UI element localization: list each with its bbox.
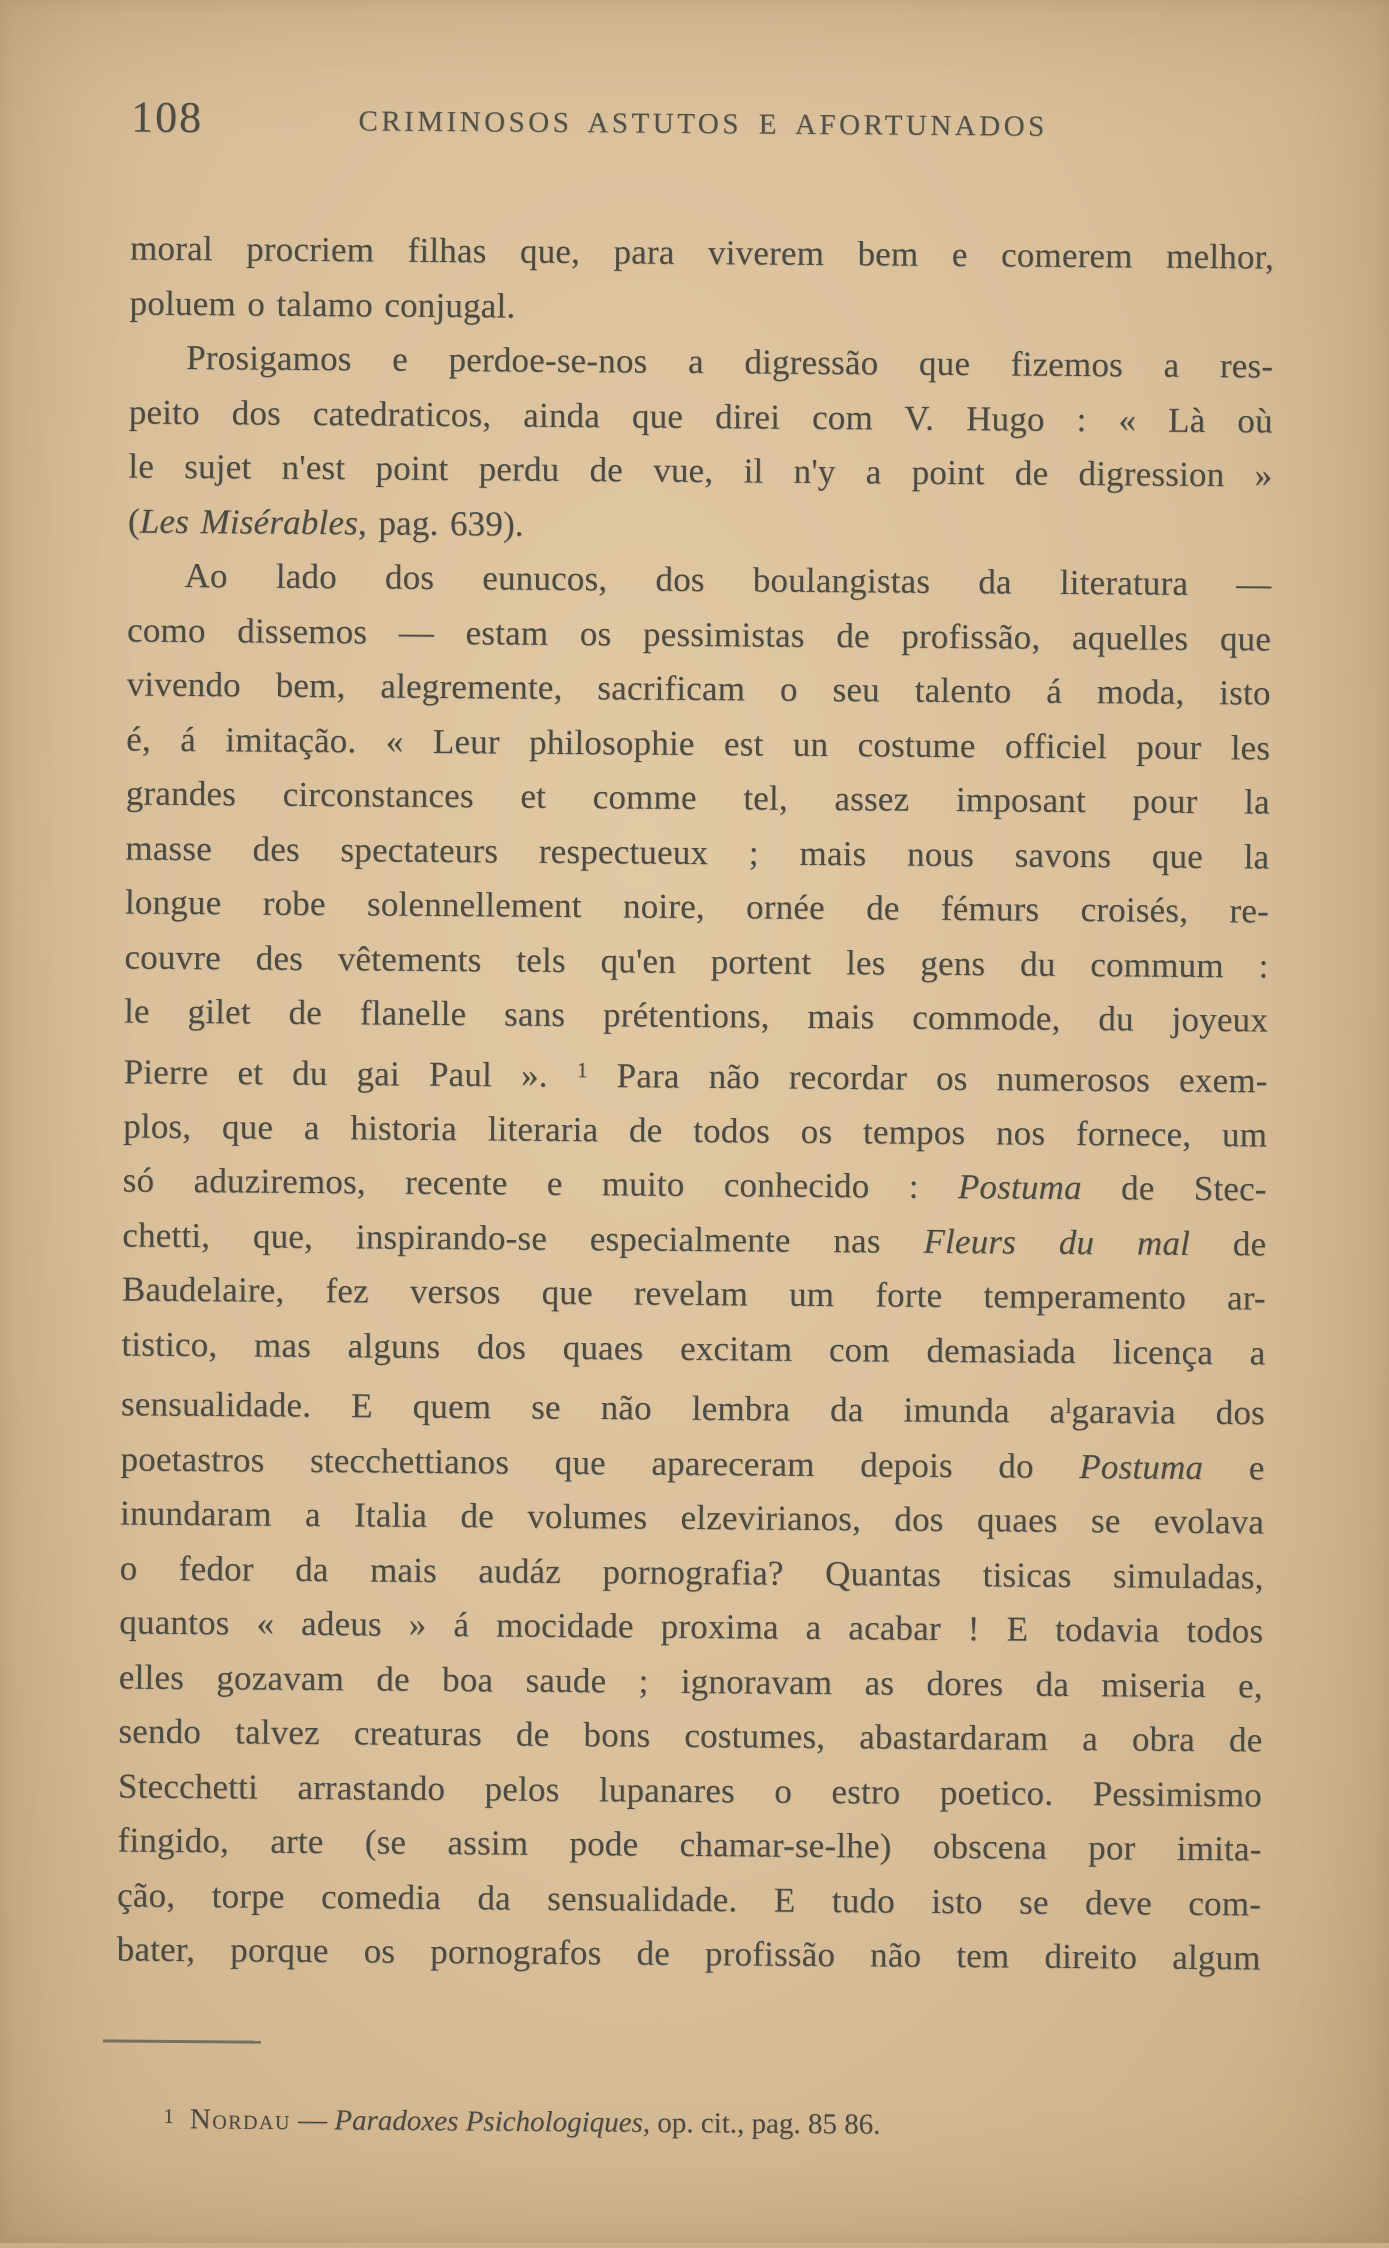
text-segment: inundaram a Italia de volumes elzevirianos, dos quaes se evolava xyxy=(119,1493,1265,1542)
text-segment: Les Misérables xyxy=(139,501,359,542)
text-segment: , op. cit., pag. 85 86. xyxy=(642,2106,881,2141)
text-line xyxy=(126,712,1270,775)
running-head-title: CRIMINOSOS ASTUTOS E AFORTUNADOS xyxy=(358,105,1048,143)
running-head xyxy=(6,0,1389,153)
text-line xyxy=(127,603,1271,666)
paragraph xyxy=(117,549,1272,1986)
text-segment: Postuma xyxy=(957,1167,1082,1208)
text-segment: Para não recordar os numerosos exem- xyxy=(587,1055,1268,1100)
text-segment: poluem o talamo conjugal. xyxy=(129,283,516,326)
text-line xyxy=(125,876,1269,939)
text-segment: Pierre et du gai Paul ». xyxy=(123,1051,577,1095)
page-number: 108 xyxy=(130,92,204,143)
text-line xyxy=(123,1099,1267,1162)
text-line xyxy=(128,494,1272,557)
text-segment: 1 xyxy=(576,1057,588,1082)
text-segment: ção, torpe comedia da sensualidade. E tudo isto se deve com- xyxy=(116,1874,1262,1923)
text-segment: vivendo bem, alegremente, sacrificam o seu talento á moda, isto xyxy=(126,664,1271,713)
text-segment: moral procriem filhas que, para viverem bem e comerem melhor, xyxy=(129,228,1275,277)
text-segment: couvre des vêtements tels qu'en portent les gens du commum : xyxy=(124,937,1269,986)
text-line xyxy=(117,1813,1261,1876)
text-segment: le gilet de flanelle sans prétentions, mais commode, du joyeux xyxy=(123,991,1269,1040)
text-segment: fingido, arte (se assim pode chamar-se-lhe) obscena por imita- xyxy=(117,1820,1262,1869)
text-line xyxy=(120,1432,1264,1495)
body-text xyxy=(117,222,1275,1986)
paragraph xyxy=(129,222,1274,340)
footnote-text xyxy=(190,2103,881,2140)
text-line xyxy=(119,1596,1263,1659)
text-line xyxy=(129,331,1273,394)
text-line xyxy=(123,1154,1267,1217)
text-segment: de xyxy=(1189,1223,1267,1264)
text-segment: e xyxy=(1203,1447,1265,1487)
text-segment: Fleurs du mal xyxy=(923,1221,1191,1263)
text-line xyxy=(122,1208,1266,1271)
text-segment: — xyxy=(290,2103,335,2136)
text-line xyxy=(120,1487,1264,1550)
text-line xyxy=(125,821,1269,884)
text-segment: masse des spectateurs respectueux ; mais nous savons que la xyxy=(125,828,1270,877)
text-line xyxy=(118,1759,1262,1822)
text-segment: garavia dos xyxy=(1071,1391,1266,1433)
footnote xyxy=(115,2097,1259,2145)
text-segment: elles gozavam de boa saude ; ignoravam as dores da miseria e, xyxy=(118,1657,1263,1705)
text-segment: Ao lado dos eunucos, dos boulangistas da literatura — xyxy=(184,555,1272,604)
text-line xyxy=(129,385,1273,448)
text-line xyxy=(121,1317,1265,1380)
text-segment: como dissemos — estam os pessimistas de profissão, aquelles que xyxy=(126,610,1272,659)
text-line xyxy=(121,1372,1265,1441)
text-segment: Nordau xyxy=(189,2102,292,2136)
text-segment: peito dos catedraticos, ainda que direi com V. Hugo : « Là où xyxy=(128,392,1273,441)
text-segment: Stecchetti arrastando pelos lupanares o estro poetico. Pessimismo xyxy=(117,1766,1263,1814)
text-segment: grandes circonstances et comme tel, assez imposant pour la xyxy=(125,773,1270,822)
text-segment: le sujet n'est point perdu de vue, il n'y a point de digression » xyxy=(128,446,1273,495)
text-line xyxy=(126,767,1270,830)
text-segment: quantos « adeus » á mocidade proxima a acabar ! E todavia todos xyxy=(119,1602,1264,1651)
text-line xyxy=(123,1039,1267,1108)
text-line xyxy=(118,1705,1262,1768)
text-segment: plos, que a historia literaria de todos os tempos nos fornece, um xyxy=(123,1106,1268,1155)
text-segment: chetti, que, inspirando-se especialmente nas xyxy=(122,1215,924,1261)
text-segment: Baudelaire, fez versos que revelam um forte temperamento ar- xyxy=(121,1269,1267,1318)
text-segment: bater, porque os pornografos de profissão não tem direito algum xyxy=(116,1929,1261,1978)
text-line xyxy=(126,658,1270,721)
text-line xyxy=(119,1541,1263,1604)
text-segment: poetastros stecchettianos que apareceram depois do xyxy=(120,1439,1080,1486)
text-segment: é, á imitação. « Leur philosophie est un costume officiel pour les xyxy=(126,719,1271,768)
text-segment: o fedor da mais audáz pornografia? Quantas tisicas simuladas, xyxy=(119,1548,1264,1596)
paragraph xyxy=(128,331,1274,558)
text-segment: l xyxy=(1065,1394,1072,1419)
text-line xyxy=(128,440,1272,503)
footnote-marker: 1 xyxy=(163,2103,174,2128)
text-segment: Postuma xyxy=(1079,1446,1204,1487)
text-segment: , pag. 639). xyxy=(357,502,525,544)
text-segment: tistico, mas alguns dos quaes excitam com demasiada licença a xyxy=(121,1324,1266,1373)
text-line xyxy=(119,1650,1263,1713)
text-segment: sensualidade. E quem se não lembra da imunda a xyxy=(120,1384,1066,1431)
text-line xyxy=(130,222,1274,285)
text-line xyxy=(124,930,1268,993)
text-line xyxy=(127,549,1271,612)
text-segment: ( xyxy=(127,501,140,541)
text-segment: longue robe solennellement noire, ornée de fémurs croisés, re- xyxy=(124,882,1270,931)
text-line xyxy=(129,276,1273,339)
text-line xyxy=(124,985,1268,1048)
text-segment: Paradoxes Psichologiques xyxy=(334,2103,643,2139)
text-line xyxy=(117,1868,1261,1931)
text-segment: sendo talvez creaturas de bons costumes, abastardaram a obra de xyxy=(118,1711,1263,1760)
text-line xyxy=(117,1922,1261,1985)
text-segment: só aduziremos, recente e muito conhecido : xyxy=(122,1160,959,1207)
text-segment: Prosigamos e perdoe-se-nos a digressão que fizemos a res- xyxy=(186,337,1274,386)
text-line xyxy=(122,1263,1266,1326)
text-segment: de Stec- xyxy=(1081,1168,1267,1209)
footnote-divider xyxy=(103,2039,261,2043)
